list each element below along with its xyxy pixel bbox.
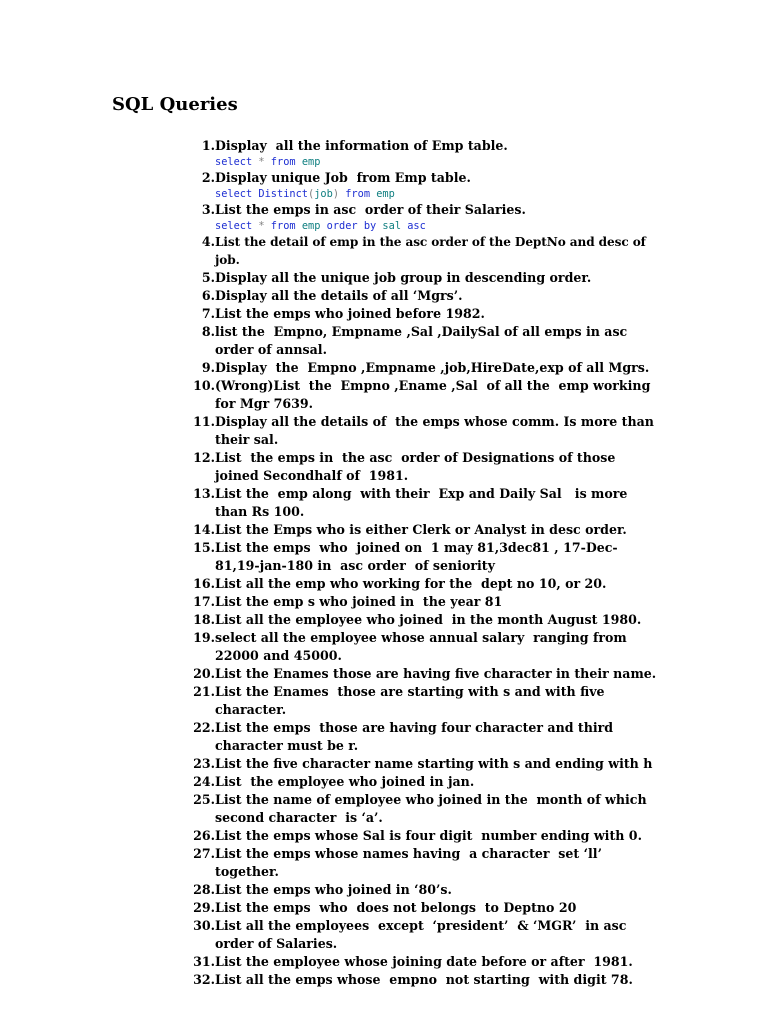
sql-operator: ( [308,188,315,200]
list-item [182,413,662,449]
sql-keyword: Distinct [258,188,309,200]
list-item [182,665,662,683]
item-text: List all the employee who joined in the month August 1980. [215,612,642,627]
sql-snippet [215,219,662,233]
list-item [182,377,662,413]
item-text: List the Enames those are having five character in their name. [215,666,657,681]
item-text: Display all the information of Emp table. [215,138,508,153]
list-item [182,593,662,611]
item-text: List the Emps who is either Clerk or Analyst in desc order. [215,522,627,537]
item-text: List the employee whose joining date before or after 1981. [215,954,633,969]
sql-operator: * [258,220,265,232]
list-item [182,611,662,629]
sql-keyword: order by [320,220,383,232]
list-item [182,539,662,575]
sql-keyword: select [215,220,259,232]
item-number: 18. [193,612,215,627]
item-number: 8. [201,324,215,339]
item-number: 20. [193,666,215,681]
list-item [182,137,662,169]
item-text: list the Empno, Empname ,Sal ,DailySal of all emps in asc order of annsal. [215,324,632,357]
sql-identifier: job [314,188,333,200]
sql-identifier: emp [301,220,321,232]
item-number: 24. [193,774,215,789]
item-number: 26. [193,828,215,843]
item-number: 14. [193,522,215,537]
list-item [182,899,662,917]
item-number: 13. [193,486,215,501]
item-text: List all the emps whose empno not starting with digit 78. [215,972,633,987]
list-item [182,917,662,953]
item-number: 12. [193,450,215,465]
list-item [182,323,662,359]
list-item [182,953,662,971]
item-text: List the name of employee who joined in the month of which second character is ‘a’. [215,792,651,825]
sql-keyword: select [215,188,259,200]
item-text: (Wrong)List the Empno ,Ename ,Sal of all the emp working for Mgr 7639. [215,378,655,411]
item-number: 4. [201,234,215,249]
item-text: List the detail of emp in the asc order of the DeptNo and desc of job. [215,235,650,267]
list-item [182,521,662,539]
item-number: 21. [193,684,215,699]
item-text: Display all the unique job group in descending order. [215,270,592,285]
item-number: 1. [201,138,215,153]
item-text: List the emps who joined before 1982. [215,306,485,321]
item-number: 10. [193,378,215,393]
list-item [182,881,662,899]
item-text: List the five character name starting with s and ending with h [215,756,653,771]
list-item [182,827,662,845]
item-text: List the emps whose Sal is four digit number ending with 0. [215,828,642,843]
list-item [182,971,662,989]
item-text: Display unique Job from Emp table. [215,170,471,185]
list-item [182,773,662,791]
item-number: 30. [193,918,215,933]
item-text: List the emps in the asc order of Designations of those joined Secondhalf of 1981. [215,450,625,483]
list-item [182,755,662,773]
list-item [182,305,662,323]
item-number: 22. [193,720,215,735]
list-item [182,719,662,755]
item-number: 19. [193,630,215,645]
sql-keyword: select [215,156,259,168]
sql-snippet [215,187,662,201]
list-item [182,629,662,665]
item-number: 11. [193,414,215,429]
item-text: Display the Empno ,Empname ,job,HireDate,exp of all Mgrs. [215,360,650,375]
item-text: Display all the details of the emps whose comm. Is more than their sal. [215,414,659,447]
item-text: List the emp s who joined in the year 81 [215,594,503,609]
item-number: 5. [201,270,215,285]
item-text: List the emps in asc order of their Salaries. [215,202,526,217]
list-item [182,575,662,593]
sql-identifier: emp [376,188,395,200]
query-list [182,137,662,989]
item-number: 32. [193,972,215,987]
item-text: List the emps whose names having a character set ‘ll’ together. [215,846,607,879]
item-number: 31. [193,954,215,969]
list-item [182,233,662,269]
item-number: 16. [193,576,215,591]
list-item [182,359,662,377]
list-item [182,845,662,881]
item-text: List the Enames those are starting with s and with five character. [215,684,609,717]
list-item [182,449,662,485]
item-number: 28. [193,882,215,897]
item-text: List the emps those are having four character and third character must be r. [215,720,622,753]
sql-operator: ) [332,188,340,200]
sql-snippet [215,155,662,169]
item-text: List all the emp who working for the dept no 10, or 20. [215,576,607,591]
item-text: List the emp along with their Exp and Daily Sal is more than Rs 100. [215,486,632,519]
list-item [182,169,662,201]
item-number: 7. [201,306,215,321]
sql-identifier: sal [382,220,402,232]
list-item [182,683,662,719]
item-number: 25. [193,792,215,807]
item-text: List the emps who joined on 1 may 81,3dec81 , 17-Dec-81,19-jan-180 in asc order of seniority [215,540,618,573]
list-item [182,287,662,305]
list-item [182,201,662,233]
sql-operator: * [258,156,265,168]
item-number: 27. [193,846,215,861]
item-text: List the employee who joined in jan. [215,774,475,789]
sql-keyword: from [264,220,302,232]
item-number: 3. [201,202,215,217]
item-text: List the emps who joined in ‘80’s. [215,882,452,897]
sql-identifier: emp [301,156,321,168]
item-number: 29. [193,900,215,915]
list-item [182,791,662,827]
item-text: select all the employee whose annual salary ranging from 22000 and 45000. [215,630,632,663]
sql-keyword: from [339,188,377,200]
item-text: List all the employees except ‘president’ & ‘MGR’ in asc order of Salaries. [215,918,631,951]
page-title: SQL Queries [112,94,238,115]
item-text: List the emps who does not belongs to Deptno 20 [215,900,577,915]
item-number: 15. [193,540,215,555]
list-item [182,269,662,287]
sql-keyword: from [264,156,302,168]
item-number: 6. [201,288,215,303]
item-number: 23. [193,756,215,771]
item-number: 17. [193,594,215,609]
item-number: 2. [201,170,215,185]
item-number: 9. [201,360,215,375]
item-text: Display all the details of all ‘Mgrs’. [215,288,463,303]
sql-keyword: asc [401,220,426,232]
list-item [182,485,662,521]
